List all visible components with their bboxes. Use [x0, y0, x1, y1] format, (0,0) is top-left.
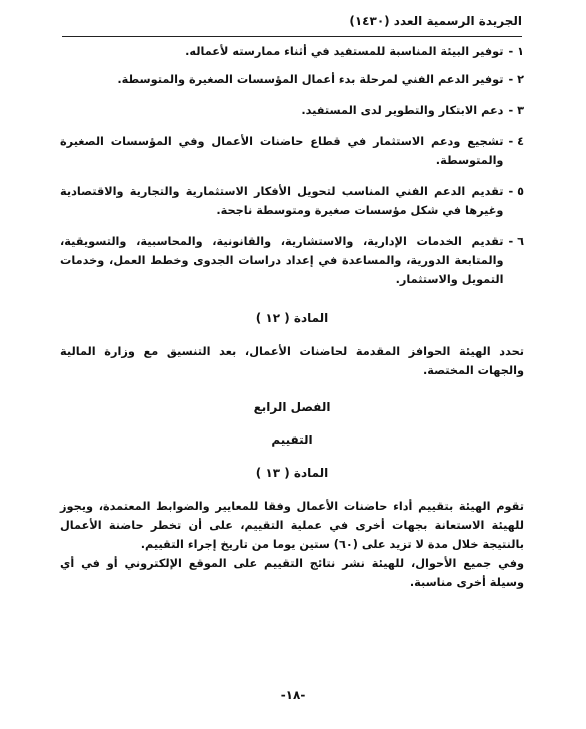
list-item: [60, 182, 524, 220]
list-item-number: ١ -: [508, 45, 524, 58]
list-item-number: ٣ -: [508, 104, 524, 117]
page-header: [62, 12, 522, 37]
list-item-number: ٤ -: [508, 135, 524, 148]
article-13-heading: المادة ( ١٣ ): [255, 466, 329, 480]
list-item-number: ٢ -: [508, 73, 524, 86]
list-item-text: تشجيع ودعم الاستثمار في قطاع حاضنات الأعمال وفي المؤسسات الصغيرة والمتوسطة.: [60, 135, 504, 167]
list-item-text: تقديم الخدمات الإدارية، والاستشارية، والقانونية، والمحاسبية، والتسويقية، والمتابعة الدورية، والمساعدة في إعداد دراسات الجدوى وخطط العمل، وخدمات التمويل والاستثمار.: [60, 235, 504, 286]
article-13-paragraph-2: وفي جميع الأحوال، للهيئة نشر نتائج التقييم على الموقع الإلكتروني أو في أي وسيلة أخرى مناسبة.: [60, 557, 524, 589]
list-item: [60, 70, 524, 89]
list-item: [60, 132, 524, 170]
list-item-text: تقديم الدعم الفني المناسب لتحويل الأفكار الاستثمارية والتجارية والاقتصادية وغيرها في شكل مؤسسات صغيرة ومتوسطة ناجحة.: [60, 185, 504, 217]
list-item: [60, 232, 524, 289]
chapter-title: الفصل الرابع: [253, 400, 331, 414]
list-item-number: ٥ -: [508, 185, 524, 198]
page-content: [60, 42, 524, 592]
gazette-header-title: الجريدة الرسمية العدد (١٤٣٠): [349, 14, 522, 28]
page-number: -١٨-: [280, 688, 306, 702]
list-item: [60, 42, 524, 61]
list-item-number: ٦ -: [508, 235, 524, 248]
list-item-text: دعم الابتكار والتطوير لدى المستفيد.: [301, 104, 504, 117]
article-12-text: تحدد الهيئة الحوافز المقدمة لحاضنات الأعمال، بعد التنسيق مع وزارة المالية والجهات المختصة.: [60, 345, 524, 377]
list-item-text: توفير الدعم الفني لمرحلة بدء أعمال المؤسسات الصغيرة والمتوسطة.: [117, 73, 504, 86]
list-item: [60, 101, 524, 120]
article-13-paragraph-1: تقوم الهيئة بتقييم أداء حاضنات الأعمال وفقا للمعايير والضوابط المعتمدة، ويجوز للهيئة الاستعانة بجهات أخرى في عملية التقييم، على أن تخطر حاضنة الأعمال بالنتيجة خلال مدة لا تزيد على (٦٠) ستين يوما من تاريخ إجراء التقييم.: [60, 500, 524, 551]
list-item-text: توفير البيئة المناسبة للمستفيد في أثناء ممارسته لأعماله.: [185, 45, 504, 58]
article-12-heading: المادة ( ١٢ ): [255, 311, 329, 325]
chapter-subtitle: التقييم: [271, 433, 313, 447]
